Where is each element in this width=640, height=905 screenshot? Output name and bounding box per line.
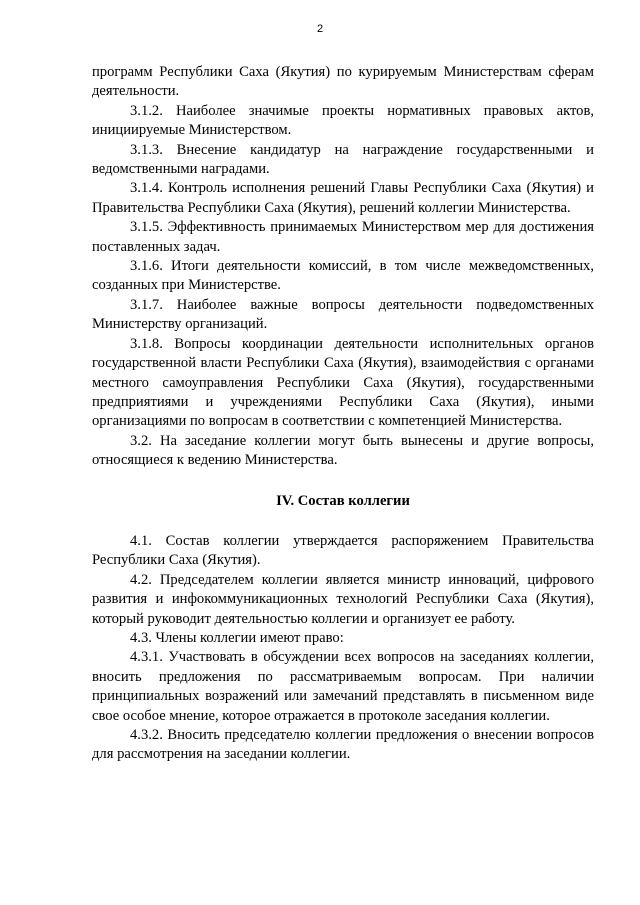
paragraph: 3.1.8. Вопросы координации деятельности исполнительных органов государственной власти Республики Саха (Якутия), взаимодействия с органами местного самоуправления Республики Саха (Якутия), государственными предприятиями и учреждениями Республики Саха (Якутия), иными организациями по вопросам в соответствии с компетенцией Министерства. [92,335,594,430]
paragraph: 4.2. Председателем коллегии является министр инноваций, цифрового развития и инфокоммуникационных технологий Республики Саха (Якутия), который руководит деятельностью коллегии и организует ее работу. [92,571,594,627]
paragraph: 3.1.4. Контроль исполнения решений Главы Республики Саха (Якутия) и Правительства Республики Саха (Якутия), решений коллегии Министерства. [92,180,594,216]
paragraph: 3.2. На заседание коллегии могут быть вынесены и другие вопросы, относящиеся к ведению Министерства. [92,432,594,469]
paragraph: программ Республики Саха (Якутия) по курируемым Министерствам сферам деятельности. [92,64,594,100]
section-heading: IV. Состав коллегии [276,492,410,509]
paragraph: 3.1.3. Внесение кандидатур на награждение государственными и ведомственными наградами. [92,141,594,178]
paragraph: 4.3.2. Вносить председателю коллегии предложения о внесении вопросов для рассмотрения на заседании коллегии. [92,727,594,763]
section-three-continuation [92,63,594,471]
paragraph: 4.3. Члены коллегии имеют право: [130,629,344,646]
paragraph: 3.1.2. Наиболее значимые проекты нормативных правовых актов, инициируемые Министерством. [92,102,594,139]
page-number: 2 [316,23,324,35]
paragraph: 3.1.5. Эффективность принимаемых Министерством мер для достижения поставленных задач. [92,219,594,255]
paragraph: 3.1.7. Наиболее важные вопросы деятельности подведомственных Министерству организаций. [92,296,594,333]
section-four-body [92,532,594,765]
paragraph: 3.1.6. Итоги деятельности комиссий, в том числе межведомственных, созданных при Министерстве. [92,258,594,294]
paragraph: 4.3.1. Участвовать в обсуждении всех вопросов на заседаниях коллегии, вносить предложения по рассматриваемым вопросам. При наличии принципиальных возражений или замечаний представлять в письменном виде свое особое мнение, которое отражается в протоколе заседания коллегии. [92,649,594,724]
document-body [92,63,594,765]
paragraph: 4.1. Состав коллегии утверждается распоряжением Правительства Республики Саха (Якутия). [92,532,594,569]
